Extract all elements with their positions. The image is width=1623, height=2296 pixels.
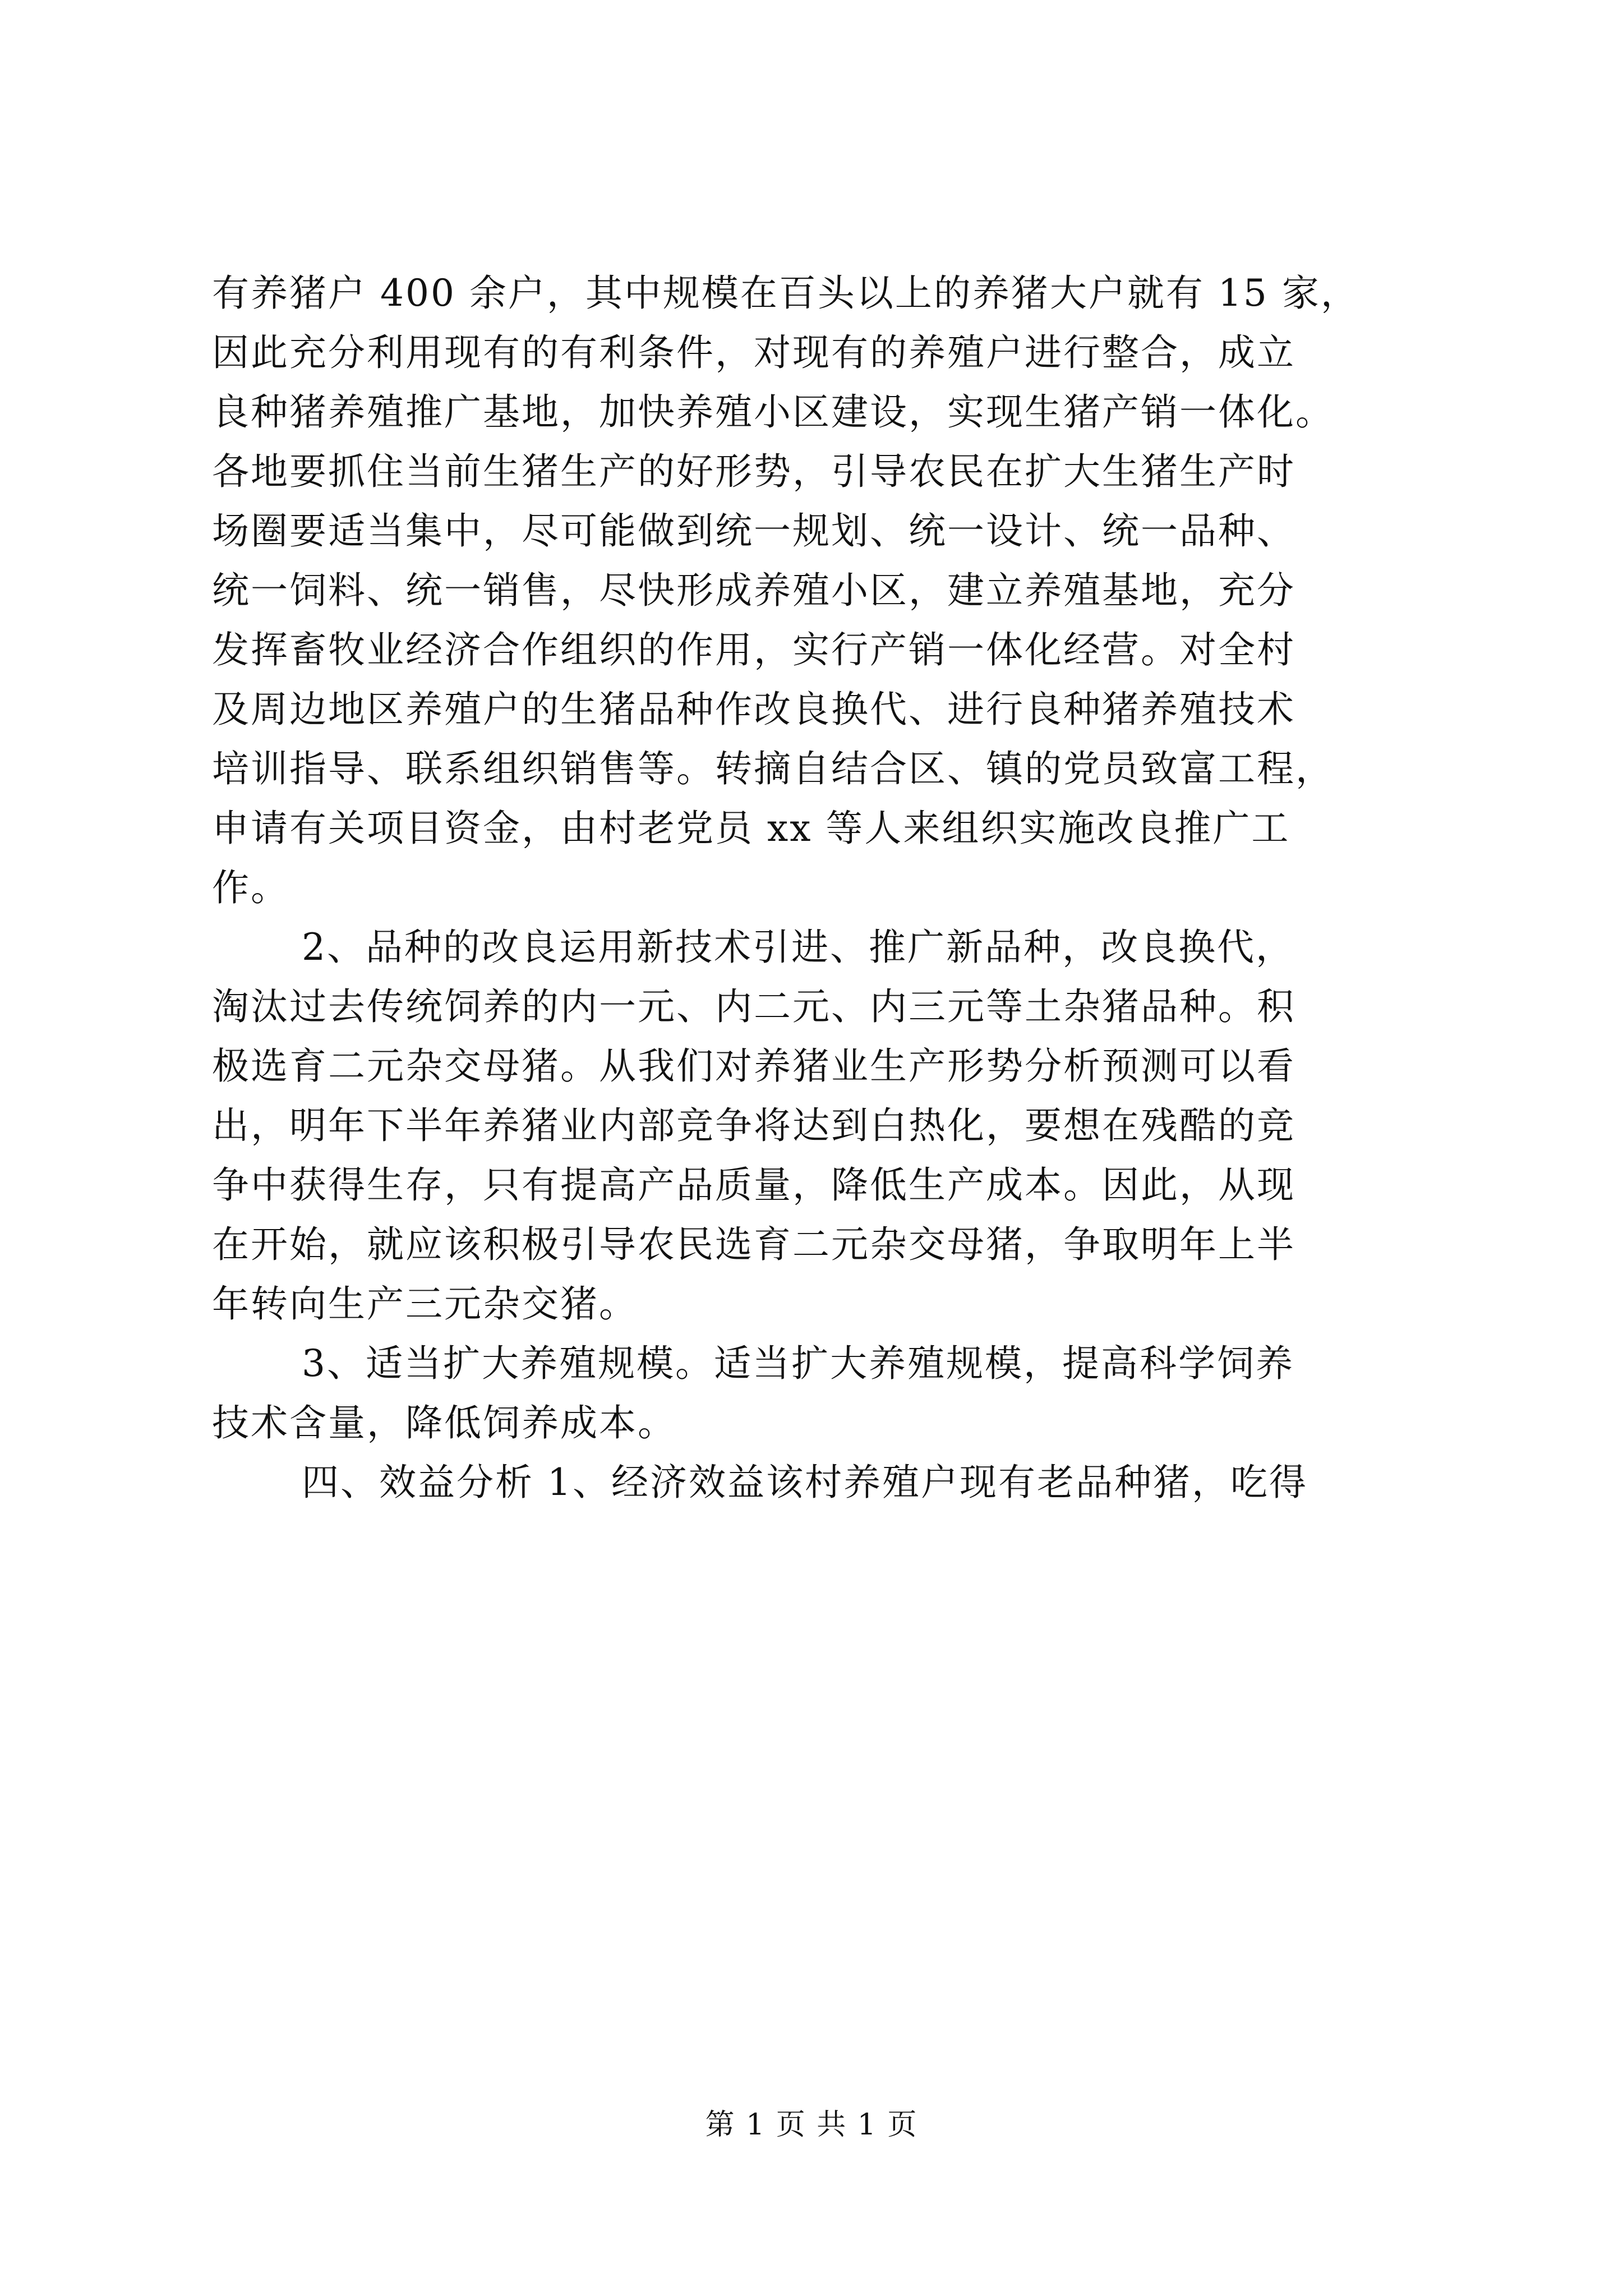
text-line: 四、效益分析 1、经济效益该村养殖户现有老品种猪，吃得 — [302, 1461, 1308, 1504]
paragraph-4 — [212, 1453, 1412, 1512]
text-line: 2、品种的改良运用新技术引进、推广新品种，改良换代， — [302, 926, 1294, 969]
page-footer: 第 1 页 共 1 页 — [705, 2108, 918, 2142]
text-line: 作。 — [212, 866, 289, 909]
text-line: 发挥畜牧业经济合作组织的作用，实行产销一体化经营。对全村 — [212, 628, 1295, 671]
text-line: 在开始，就应该积极引导农民选育二元杂交母猪，争取明年上半 — [212, 1223, 1295, 1266]
text-line: 年转向生产三元杂交猪。 — [212, 1282, 638, 1326]
paragraph-3 — [212, 1334, 1412, 1453]
text-line: 争中获得生存，只有提高产品质量，降低生产成本。因此，从现 — [212, 1163, 1295, 1207]
text-line: 及周边地区养殖户的生猪品种作改良换代、进行良种猪养殖技术 — [212, 688, 1295, 731]
text-line: 极选育二元杂交母猪。从我们对养猪业生产形势分析预测可以看 — [212, 1045, 1295, 1088]
document-body — [212, 264, 1412, 1512]
text-line: 因此充分利用现有的有利条件，对现有的养殖户进行整合，成立 — [212, 331, 1295, 374]
paragraph-1 — [212, 264, 1412, 918]
text-line: 培训指导、联系组织销售等。转摘自结合区、镇的党员致富工程， — [212, 747, 1334, 790]
text-line: 场圈要适当集中，尽可能做到统一规划、统一设计、统一品种、 — [212, 509, 1295, 553]
text-line: 有养猪户 400 余户，其中规模在百头以上的养猪大户就有 15 家， — [212, 272, 1359, 315]
text-line: 3、适当扩大养殖规模。适当扩大养殖规模，提高科学饲养 — [302, 1342, 1294, 1385]
text-line: 技术含量，降低饲养成本。 — [212, 1401, 676, 1444]
text-line: 统一饲料、统一销售，尽快形成养殖小区，建立养殖基地，充分 — [212, 569, 1295, 612]
text-line: 淘汰过去传统饲养的内一元、内二元、内三元等土杂猪品种。积 — [212, 985, 1295, 1028]
text-line: 良种猪养殖推广基地，加快养殖小区建设，实现生猪产销一体化。 — [212, 390, 1334, 434]
text-line: 申请有关项目资金，由村老党员 xx 等人来组织实施改良推广工 — [212, 807, 1290, 850]
text-line: 各地要抓住当前生猪生产的好形势，引导农民在扩大生猪生产时 — [212, 450, 1295, 493]
text-line: 出，明年下半年养猪业内部竞争将达到白热化，要想在残酷的竞 — [212, 1104, 1295, 1147]
paragraph-2 — [212, 918, 1412, 1334]
